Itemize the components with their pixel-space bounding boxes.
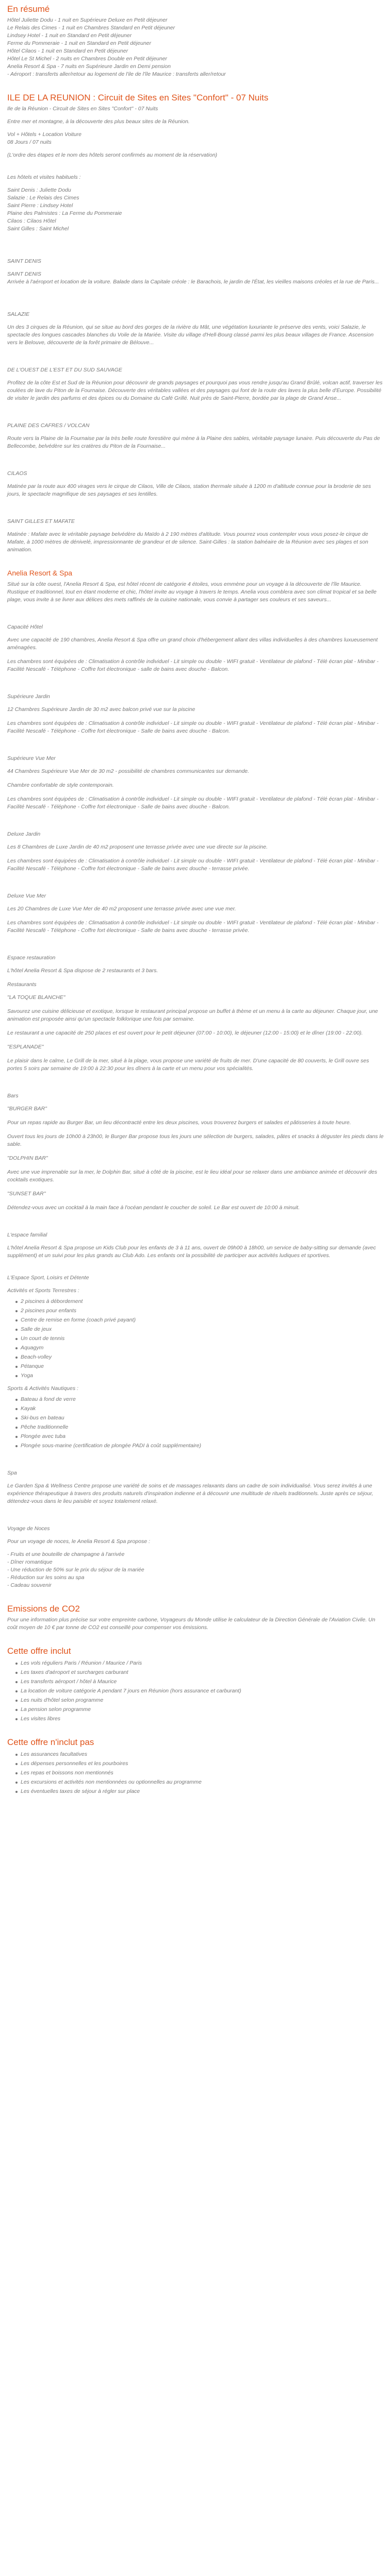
hotel-line: Salazie : Le Relais des Cimes [7, 195, 79, 201]
sport-sub: Sports & Activités Nautiques : [7, 1385, 78, 1392]
water-activities-list [7, 1396, 384, 1450]
honeymoon-line: - Fruits et une bouteille de champagne à l'arrivée [7, 1551, 125, 1557]
bar-text: Avec une vue imprenable sur la mer, le Dolphin Bar, situé à côté de la piscine, est le lieu idéal pour se relaxer dans une ambiance animée et découvrir des cocktails exotiques. [7, 1169, 378, 1183]
room-line: 44 Chambres Supérieure Vue Mer de 30 m2 - possibilité de chambres communicantes sur demande. [7, 768, 250, 774]
room-line: Les 20 Chambres de Luxe Vue Mer de 40 m2 proposent une terrasse privée avec une vue mer. [7, 906, 236, 912]
dining-intro: L'hôtel Anelia Resort & Spa dispose de 2 restaurants et 3 bars. [7, 968, 158, 974]
dining-section [7, 954, 384, 1073]
list-item: La pension selon programme [21, 1706, 384, 1714]
excludes-section [7, 1737, 384, 1795]
list-item: Les transferts aéroport / hôtel à Maurice [21, 1678, 384, 1686]
stage-saint-denis [7, 258, 384, 286]
room-line: Chambre confortable de style contemporain. [7, 782, 114, 788]
summary-line: Hôtel Le St Michel - 2 nuits en Chambres Double en Petit déjeuner [7, 56, 167, 62]
room-line: Les chambres sont équipées de : Climatisation à contrôle individuel - Lit simple ou double - WIFI gratuit - Ventilateur de plafond - Télé écran plat - Minibar - Facilité Nescafé - Téléphone - Coffre fort électronique - Salle de bains avec douche - terrasse privée. [7, 858, 379, 872]
summary-line: Lindsey Hotel - 1 nuit en Standard en Petit déjeuner [7, 32, 132, 39]
restaurants-heading: Restaurants [7, 981, 37, 988]
bar-text: Détendez-vous avec un cocktail à la main face à l'océan pendant le coucher de soleil. Le Bar est ouvert de 10:00 à minuit. [7, 1205, 300, 1211]
honeymoon-line: - Cadeau souvenir [7, 1582, 52, 1588]
sport-sub: Activités et Sports Terrestres : [7, 1287, 79, 1294]
list-item: La location de voiture catégorie A pendant 7 jours en Réunion (hors assurance et carburant) [21, 1687, 384, 1695]
excludes-title: Cette offre n'inclut pas [7, 1737, 94, 1747]
list-item: Les visites libres [21, 1715, 384, 1723]
restaurant-text: Savourez une cuisine délicieuse et exotique, lorsque le restaurant principal propose un buffet à thème et un menu à la carte au déjeuner. Chaque jour, une animation est proposée ainsi qu'un spectacle folklorique une fois par semaine. [7, 1008, 378, 1022]
room-heading: Deluxe Jardin [7, 831, 41, 837]
emissions-title: Emissions de CO2 [7, 1604, 80, 1614]
stage-text: Profitez de la côte Est et Sud de la Réunion pour découvrir de grands paysages et pourquoi pas vous rendre jusqu'au Grand Brûlé, volcan actif, traverser les coulées de lave du Piton de la Fournaise. Découverte des véritables vallées et des paysages qui font de la route des laves la plus belle d'Europe. Possibilité de visiter le jardin des parfums et des épices ou du Domaine du Café Grillé. Nuit près de Saint-Pierre, bordée par la plage de Grand Anse... [7, 380, 383, 401]
circuit-intro: Entre mer et montagne, à la découverte des plus beaux sites de la Réunion. [7, 118, 190, 125]
stage-volcan [7, 422, 384, 450]
room-line: Avec une capacité de 190 chambres, Anelia Resort & Spa offre un grand choix d'hébergement allant des villas individuelles à des chambres luxueusement aménagées. [7, 637, 378, 651]
list-item: 2 piscines pour enfants [21, 1307, 384, 1315]
list-item: Un court de tennis [21, 1335, 384, 1343]
room-heading: Supérieure Vue Mer [7, 755, 56, 761]
stage-text: Un des 3 cirques de la Réunion, qui se situe au bord des gorges de la rivière du Mât, une végétation luxuriante le préserve des vents, voici Salazie, le spectacle des longues cascades blanches du Voile de la Mariée. Visite du village d'Hell-Bourg classé parmi les plus beaux villages de France. Ascension vers le Belouve, découverte de la forêt primaire de Bélouve... [7, 324, 374, 346]
stage-text: Arrivée à l'aéroport et location de la voiture. Balade dans la Capitale créole : le Barachois, le jardin de l'État, les vieilles maisons créoles et la rue de Paris... [7, 279, 379, 285]
honeymoon-text: Pour un voyage de noces, le Anelia Resort & Spa propose : [7, 1538, 150, 1545]
list-item: Plongée avec tuba [21, 1433, 384, 1440]
stage-text: Matinée : Mafate avec le véritable paysage belvédère du Maïdo à 2 190 mètres d'altitude. Vous pourrez vous contempler vous vous posez-le cirque de Mafate, à 1000 mètres de dénivelé, impressionnante de grandeur et de silence. Saint-Gilles : la station balnéaire de la Réunion avec ses plages et son animation. [7, 531, 368, 553]
room-heading: Supérieure Jardin [7, 693, 50, 700]
list-item: Salle de jeux [21, 1326, 384, 1333]
room-line: Les chambres sont équipées de : Climatisation à contrôle individuel - Lit simple ou double - WIFI gratuit - Ventilateur de plafond - Télé écran plat - Minibar - Facilité Nescafé - Téléphone - Coffre fort électronique - salle de bains avec douche - Balcon. [7, 658, 379, 672]
hotels-section [7, 174, 384, 233]
bars-section [7, 1092, 384, 1212]
list-item: Pétanque [21, 1363, 384, 1370]
hotels-heading: Les hôtels et visites habituels : [7, 174, 81, 180]
anelia-text: Situé sur la côte ouest, l'Anelia Resort & Spa, est hôtel récent de catégorie 4 étoiles, vous emmène pour un voyage à la découverte de l'île Maurice. Rustique et traditionnel, tout en étant moderne et chic, l'hôtel invite au voyage à travers le temps. Anelia vous comblera avec son climat tropical et sa belle plage, vous invite à se livrer aux délices des mets raffinés de la cuisine nationale, vous convie à partager ses couleurs et ses saveurs... [7, 581, 377, 603]
stage-name: SAINT GILLES ET MAFATE [7, 518, 75, 524]
bars-heading: Bars [7, 1093, 19, 1099]
hotel-line: Saint Denis : Juliette Dodu [7, 187, 71, 193]
circuit-info: Vol + Hôtels + Location Voiture [7, 131, 82, 138]
list-item: Aquagym [21, 1344, 384, 1352]
hotel-line: Plaine des Palmistes : La Ferme du Pommeraie [7, 210, 122, 216]
room-capacity [7, 623, 384, 673]
circuit-info: 08 Jours / 07 nuits [7, 139, 52, 145]
list-item: Les vols réguliers Paris / Réunion / Maurice / Paris [21, 1659, 384, 1667]
includes-title: Cette offre inclut [7, 1646, 71, 1656]
summary-line: Le Relais des Cimes - 1 nuit en Chambres Standard en Petit déjeuner [7, 25, 175, 31]
includes-section [7, 1646, 384, 1723]
land-activities-list [7, 1298, 384, 1380]
family-heading: L'espace familial [7, 1232, 47, 1238]
list-item: Ski-bus en bateau [21, 1414, 384, 1422]
summary-line: Hôtel Juliette Dodu - 1 nuit en Supérieure Deluxe en Petit déjeuner [7, 17, 168, 23]
summary-line: Hôtel Cilaos - 1 nuit en Standard en Petit déjeuner [7, 48, 128, 54]
sport-section [7, 1274, 384, 1450]
family-section [7, 1231, 384, 1260]
room-superieure-jardin [7, 693, 384, 735]
bar-name: "BURGER BAR" [7, 1106, 47, 1112]
hotel-line: Saint Pierre : Lindsey Hotel [7, 202, 73, 209]
list-item: Les taxes d'aéroport et surcharges carburant [21, 1669, 384, 1676]
honeymoon-line: - Une réduction de 50% sur le prix du séjour de la mariée [7, 1567, 144, 1573]
bar-text: Pour un repas rapide au Burger Bar, un lieu décontracté entre les deux piscines, vous trouverez burgers et salades et pâtisseries à toute heure. [7, 1120, 351, 1126]
stage-text: Matinée par la route aux 400 virages vers le cirque de Cilaos, Ville de Cilaos, station thermale située à 1200 m d'altitude connue pour la broderie de ses jours, le spectacle magnifique de ses paysages et ses lentilles. [7, 483, 371, 497]
summary-title: En résumé [7, 4, 50, 14]
stage-salazie [7, 311, 384, 347]
list-item: Pêche traditionnelle [21, 1423, 384, 1431]
list-item: Beach-volley [21, 1353, 384, 1361]
restaurant-text: Le plaisir dans le calme, Le Grill de la mer, situé à la plage, vous propose une variété de fruits de mer. D'une capacité de 80 couverts, le Grill ouvre ses portes 5 soirs par semaine de 19:00 à 22:30 pour les dîners à la carte et un menu pour vos spécialités. [7, 1058, 369, 1072]
room-superieure-vue-mer [7, 755, 384, 811]
room-heading: Capacité Hôtel [7, 624, 43, 630]
spa-section [7, 1469, 384, 1505]
summary-line: Anelia Resort & Spa - 7 nuits en Supérieure Jardin en Demi pension [7, 63, 171, 70]
list-item: Les assurances facultatives [21, 1751, 384, 1758]
bar-name: "SUNSET BAR" [7, 1191, 46, 1197]
emissions-section [7, 1604, 384, 1632]
circuit-title: ILE DE LA REUNION : Circuit de Sites en Sites "Confort" - 07 Nuits [7, 93, 269, 103]
stage-name: PLAINE DES CAFRES / VOLCAN [7, 422, 90, 429]
hotel-line: Saint Gilles : Saint Michel [7, 226, 69, 232]
honeymoon-section [7, 1525, 384, 1589]
list-item: Bateau à fond de verre [21, 1396, 384, 1403]
stage-sub: SAINT DENIS [7, 271, 41, 277]
restaurant-text: Le restaurant a une capacité de 250 places et est ouvert pour le petit déjeuner (07:00 - 10:00), le déjeuner (12:00 - 15:00) et le dîner (19:00 - 22:00). [7, 1030, 363, 1036]
room-line: Les chambres sont équipées de : Climatisation à contrôle individuel - Lit simple ou double - WIFI gratuit - Ventilateur de plafond - Télé écran plat - Minibar - Facilité Nescafé - Téléphone - Coffre fort électronique - Salle de bains avec douche - terrasse privée. [7, 920, 379, 934]
room-deluxe-jardin [7, 831, 384, 873]
honeymoon-line: - Dîner romantique [7, 1559, 53, 1565]
summary-section [7, 4, 384, 78]
family-text: L'hôtel Anelia Resort & Spa propose un Kids Club pour les enfants de 3 à 11 ans, ouvert de 09h00 à 18h00, un service de baby-sitting sur demande (avec supplément) et un suivi pour les plus grands au Club Ado. Les enfants ont la possibilité de participer aux activités ludiques et sportives. [7, 1245, 376, 1259]
list-item: Kayak [21, 1405, 384, 1413]
restaurant-name: "ESPLANADE" [7, 1044, 44, 1050]
honeymoon-line: - Réduction sur les soins au spa [7, 1574, 85, 1581]
list-item: Les excursions et activités non mentionnées ou optionnelles au programme [21, 1778, 384, 1786]
anelia-section [7, 568, 384, 604]
stage-text: Route vers la Plaine de la Fournaise par la très belle route forestière qui mène à la Plaine des sables, véritable paysage lunaire. Puis découverte du Pas de Bellecombe, belvédère sur les cratères du Piton de la Fournaise... [7, 435, 380, 449]
stage-saint-gilles [7, 518, 384, 554]
summary-line: Ferme du Pommeraie - 1 nuit en Standard en Petit déjeuner [7, 40, 151, 46]
stage-name: SAINT DENIS [7, 258, 41, 264]
room-line: Les chambres sont équipées de : Climatisation à contrôle individuel - Lit simple ou double - WIFI gratuit - Ventilateur de plafond - Télé écran plat - Minibar - Facilité Nescafé - Téléphone - Coffre fort électronique - Salle de bains avec douche - Balcon. [7, 796, 379, 810]
excludes-list [7, 1751, 384, 1795]
room-deluxe-vue-mer [7, 892, 384, 935]
list-item: Yoga [21, 1372, 384, 1380]
list-item: Les repas et boissons non mentionnés [21, 1769, 384, 1777]
stage-name: DE L'OUEST DE L'EST ET DU SUD SAUVAGE [7, 367, 122, 373]
list-item: Centre de remise en forme (coach privé payant) [21, 1316, 384, 1324]
room-line: Les 8 Chambres de Luxe Jardin de 40 m2 proposent une terrasse privée avec une vue directe sur la piscine. [7, 844, 268, 850]
spa-text: Le Garden Spa & Wellness Centre propose une variété de soins et de massages relaxants dans un cadre de soin individualisé. Vous serez invités à une expérience thérapeutique à travers des produits naturels d'inspiration indienne et à découvrir une multitude de rituels traditionnels. Juste après ce séjour, détendez-vous dans le lieu paisible et soyez totalement relaxé. [7, 1483, 373, 1504]
stage-south [7, 366, 384, 402]
stage-name: SALAZIE [7, 311, 30, 317]
honeymoon-heading: Voyage de Noces [7, 1526, 50, 1532]
list-item: Plongée sous-marine (certification de plongée PADI à coût supplémentaire) [21, 1442, 384, 1450]
circuit-note: (L'ordre des étapes et le nom des hôtels seront confirmés au moment de la réservation) [7, 152, 218, 158]
dining-heading: Espace restauration [7, 955, 56, 961]
room-heading: Deluxe Vue Mer [7, 893, 46, 899]
list-item: 2 piscines à débordement [21, 1298, 384, 1306]
anelia-title: Anelia Resort & Spa [7, 569, 73, 577]
hotel-line: Cilaos : Cilaos Hôtel [7, 218, 56, 224]
sport-heading: L'Espace Sport, Loisirs et Détente [7, 1275, 89, 1281]
room-line: Les chambres sont équipées de : Climatisation à contrôle individuel - Lit simple ou double - WIFI gratuit - Ventilateur de plafond - Télé écran plat - Minibar - Facilité Nescafé - Téléphone - Coffre fort électronique - Salle de bains avec douche - Balcon. [7, 720, 379, 734]
bar-name: "DOLPHIN BAR" [7, 1155, 48, 1161]
room-line: 12 Chambres Supérieure Jardin de 30 m2 avec balcon privé vue sur la piscine [7, 706, 196, 713]
stage-cilaos [7, 470, 384, 498]
includes-list [7, 1659, 384, 1723]
spa-heading: Spa [7, 1470, 17, 1476]
summary-line: - Aéroport : transferts aller/retour au logement de l'ile de l'île Maurice : transferts aller/retour [7, 71, 226, 77]
list-item: Les nuits d'hôtel selon programme [21, 1697, 384, 1704]
stage-name: CILAOS [7, 470, 27, 477]
restaurant-name: "LA TOQUE BLANCHE" [7, 994, 66, 1001]
list-item: Les éventuelles taxes de séjour à régler sur place [21, 1788, 384, 1795]
circuit-section [7, 93, 384, 159]
list-item: Les dépenses personnelles et les pourboires [21, 1760, 384, 1768]
circuit-intro: Ile de la Réunion - Circuit de Sites en Sites "Confort" - 07 Nuits [7, 106, 158, 112]
emissions-text: Pour une information plus précise sur votre empreinte carbone, Voyageurs du Monde utilise le calculateur de la Direction Générale de l'Aviation Civile. Un coût moyen de 10 € par tonne de CO2 est conseillé pour compenser vos émissions. [7, 1617, 376, 1631]
bar-text: Ouvert tous les jours de 10h00 à 23h00, le Burger Bar propose tous les jours une sélection de burgers, salades, pâtes et snacks à déguster les pieds dans le sable. [7, 1133, 384, 1147]
